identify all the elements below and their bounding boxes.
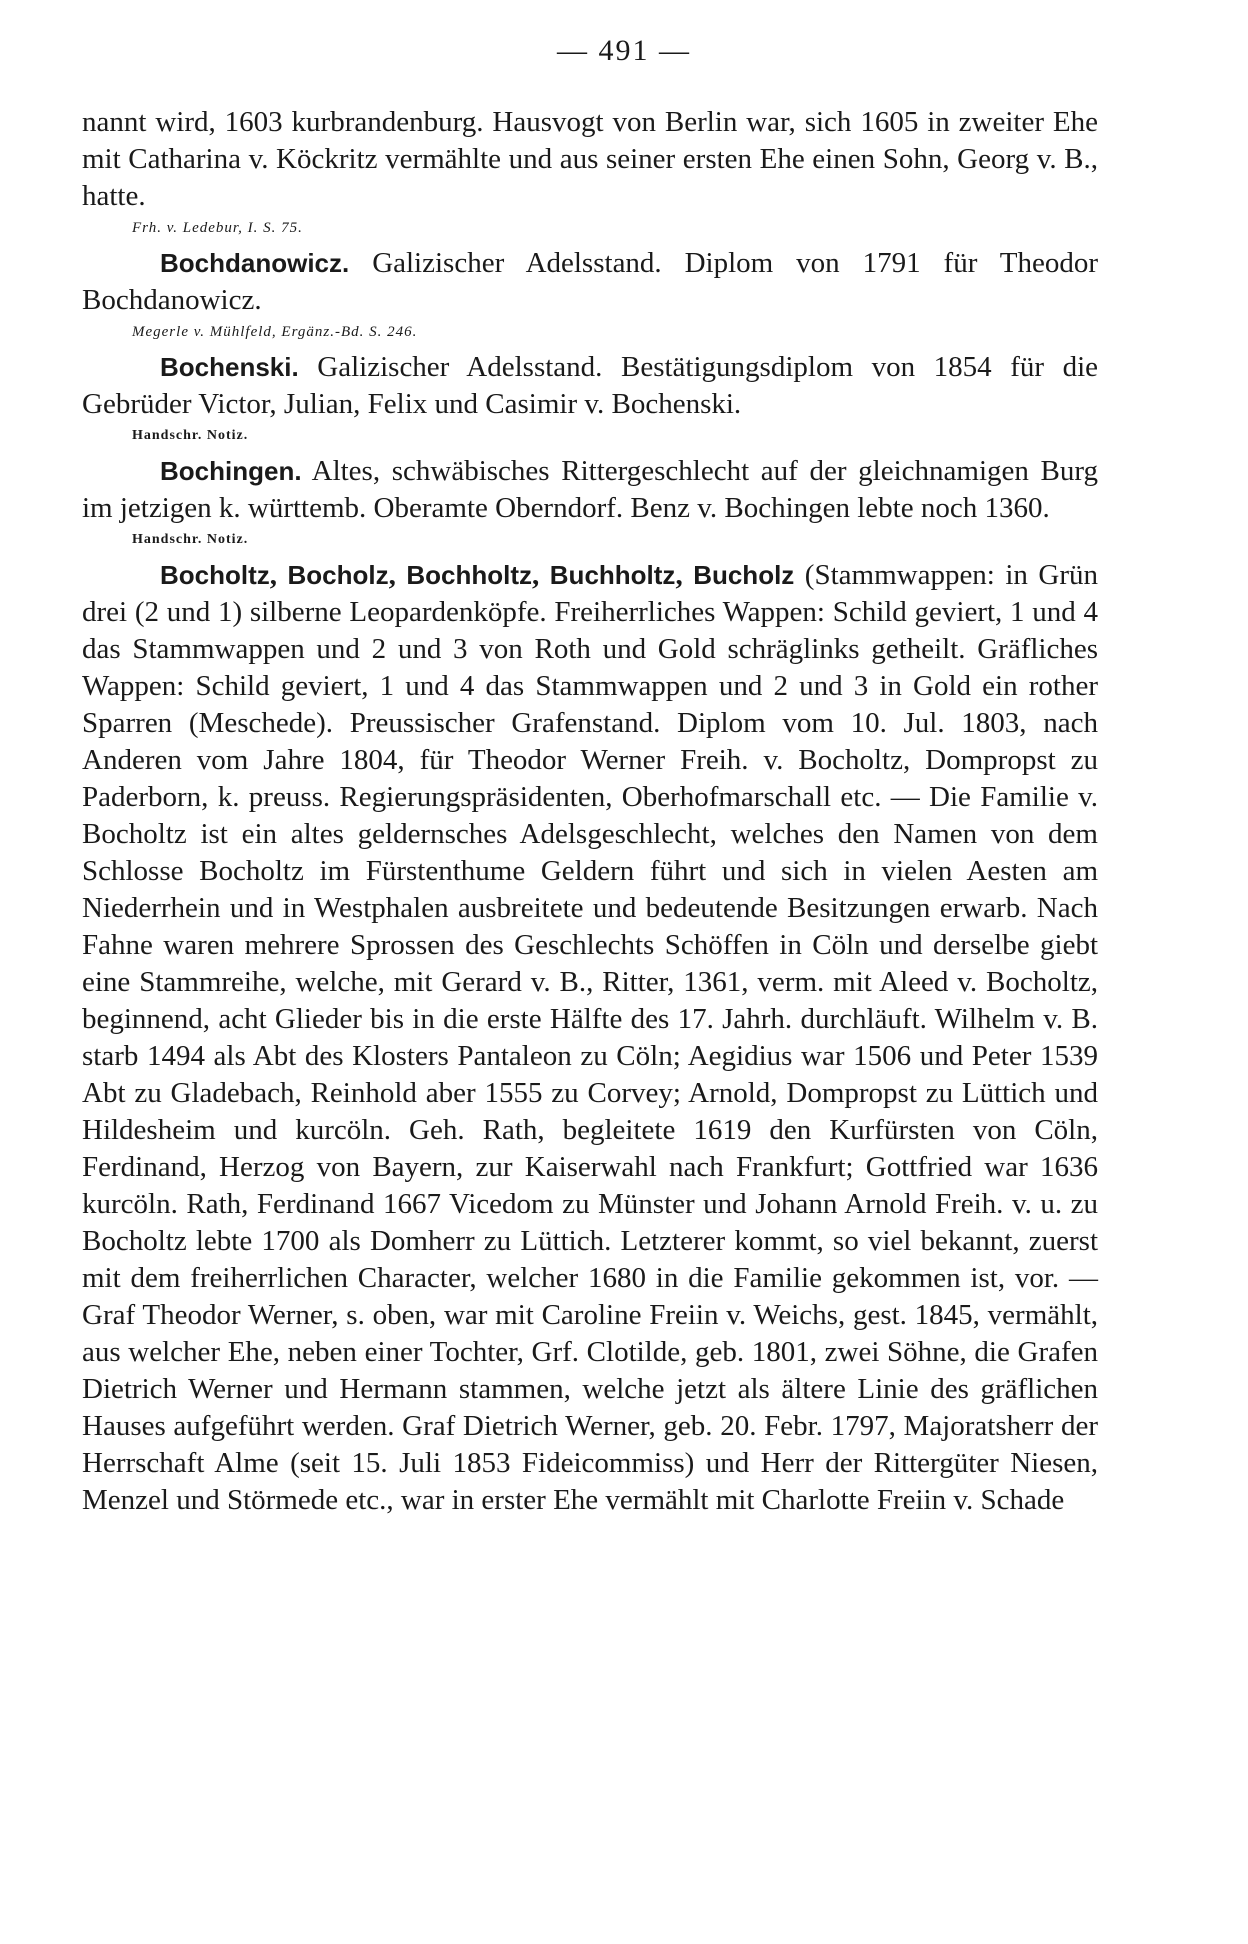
entry-source: Megerle v. Mühlfeld, Ergänz.-Bd. S. 246. (132, 324, 418, 340)
entry-bocholtz: Bocholtz, Bocholz, Bochholtz, Buchholtz, Bucholz (Stammwappen: in Grün drei (2 und 1) silberne Leopardenköpfe. Freiherrliches Wappen: Schild geviert, 1 und 4 das Stammwappen und 2 und 3 von Roth und Gold schräglinks getheilt. Gräfliches Wappen: Schild geviert, 1 und 4 das Stammwappen und 2 und 3 in Gold ein rother Sparren (Meschede). Preussischer Grafenstand. Diplom vom 10. Jul. 1803, nach Anderen vom Jahre 1804, für Theodor Werner Freih. v. Bocholtz, Dompropst zu Paderborn, k. preuss. Regierungspräsidenten, Oberhofmarschall etc. — Die Familie v. Bocholtz ist ein altes geldernsches Adelsgeschlecht, welches den Namen von dem Schlosse Bocholtz im Fürstenthume Geldern führt und sich in vielen Aesten am Niederrhein und in Westphalen ausbreitete und bedeutende Besitzungen erwarb. Nach Fahne waren mehrere Sprossen des Geschlechts Schöffen in Cöln und derselbe giebt eine Stammreihe, welche, mit Gerard v. B., Ritter, 1361, verm. mit Aleed v. Bocholtz, beginnend, acht Glieder bis in die erste Hälfte des 17. Jahrh. durchläuft. Wilhelm v. B. starb 1494 als Abt des Klosters Pantaleon zu Cöln; Aegidius war 1506 und Peter 1539 Abt zu Gladebach, Reinhold aber 1555 zu Corvey; Arnold, Dompropst zu Lüttich und Hildesheim und kurcöln. Geh. Rath, begleitete 1619 den Kurfürsten von Cöln, Ferdinand, Herzog von Bayern, zur Kaiserwahl nach Frankfurt; Gottfried war 1636 kurcöln. Rath, Ferdinand 1667 Vicedom zu Münster und Johann Arnold Freih. v. u. zu Bocholtz lebte 1700 als Domherr zu Lüttich. Letzterer kommt, so viel bekannt, zuerst mit dem freiherrlichen Character, welcher 1680 in die Familie gekommen ist, vor. — Graf Theodor Werner, s. oben, war mit Caroline Freiin v. Weichs, gest. 1845, vermählt, aus welcher Ehe, neben einer Tochter, Grf. Clotilde, geb. 1801, zwei Söhne, die Grafen Dietrich Werner und Hermann stammen, welche jetzt als ältere Linie des gräflichen Hauses aufgeführt werden. Graf Dietrich Werner, geb. 20. Febr. 1797, Majoratsherr der Herrschaft Alme (seit 15. Juli 1853 Fideicommiss) und Herr der Rittergüter Niesen, Menzel und Störmede etc., war in erster Ehe vermählt mit Charlotte Freiin v. Schade (82, 559, 1099, 1516)
entry-head: Bochdanowicz. (160, 248, 350, 278)
entry-head: Bocholz (287, 560, 389, 590)
entry-text: Galizischer Adelsstand. Bestätigungsdiplom von 1854 für die Gebrüder Victor, Julian, Felix und Casimir v. Bochenski. (82, 351, 1099, 420)
body-text (82, 104, 1098, 1519)
entry-bochenski (82, 349, 1098, 423)
entry-head: Buchholtz (549, 560, 676, 590)
entry-head: Bochingen. (160, 456, 302, 486)
entry-bochingen (82, 453, 1098, 527)
entry-head: Bocholtz (160, 560, 270, 590)
continuation-paragraph: nannt wird, 1603 kurbrandenburg. Hausvogt von Berlin war, sich 1605 in zweiter Ehe mit Catharina v. Köckritz vermählte und aus seiner ersten Ehe einen Sohn, Georg v. B., hatte. (82, 106, 1098, 212)
entry-source: Handschr. Notiz. (132, 532, 249, 547)
continuation-source: Frh. v. Ledebur, I. S. 75. (132, 220, 303, 236)
entry-head: Bochenski. (160, 352, 299, 382)
entry-text: (Stammwappen: in Grün drei (2 und 1) silberne Leopardenköpfe. Freiherrliches Wappen: Schild geviert, 1 und 4 das Stammwappen und 2 und 3 von Roth und Gold schräglinks getheilt. Gräfliches Wappen: Schild geviert, 1 und 4 das Stammwappen und 2 und 3 in Gold ein rother Sparren (Meschede). Preussischer Grafenstand. Diplom vom 10. Jul. 1803, nach Anderen vom Jahre 1804, für Theodor Werner Freih. v. Bocholtz, Dompropst zu Paderborn, k. preuss. Regierungspräsidenten, Oberhofmarschall etc. — Die Familie v. Bocholtz ist ein altes geldernsches Adelsgeschlecht, welches den Namen von dem Schlosse Bocholtz im Fürstenthume Geldern führt und sich in vielen Aesten am Niederrhein und in Westphalen ausbreitete und bedeutende Besitzungen erwarb. Nach Fahne waren mehrere Sprossen des Geschlechts Schöffen in Cöln und derselbe giebt eine Stammreihe, welche, mit Gerard v. B., Ritter, 1361, verm. mit Aleed v. Bocholtz, beginnend, acht Glieder bis in die erste Hälfte des 17. Jahrh. durchläuft. Wilhelm v. B. starb 1494 als Abt des Klosters Pantaleon zu Cöln; Aegidius war 1506 und Peter 1539 Abt zu Gladebach, Reinhold aber 1555 zu Corvey; Arnold, Dompropst zu Lüttich und Hildesheim und kurcöln. Geh. Rath, begleitete 1619 den Kurfürsten von Cöln, Ferdinand, Herzog von Bayern, zur Kaiserwahl nach Frankfurt; Gottfried war 1636 kurcöln. Rath, Ferdinand 1667 Vicedom zu Münster und Johann Arnold Freih. v. u. zu Bocholtz lebte 1700 als Domherr zu Lüttich. Letzterer kommt, so viel bekannt, zuerst mit dem freiherrlichen Character, welcher 1680 in die Familie gekommen ist, vor. — Graf Theodor Werner, s. oben, war mit Caroline Freiin v. Weichs, gest. 1845, vermählt, aus welcher Ehe, neben einer Tochter, Grf. Clotilde, geb. 1801, zwei Söhne, die Grafen Dietrich Werner und Hermann stammen, welche jetzt als ältere Linie des gräflichen Hauses aufgeführt werden. Graf Dietrich Werner, geb. 20. Febr. 1797, Majoratsherr der Herrschaft Alme (seit 15. Juli 1853 Fideicommiss) und Herr der Rittergüter Niesen, Menzel und Störmede etc., war in erster Ehe vermählt mit Charlotte Freiin v. Schade (82, 559, 1099, 1516)
entry-head: Bucholz (693, 560, 795, 590)
entry-text: Altes, schwäbisches Rittergeschlecht auf der gleichnamigen Burg im jetzigen k. württemb. Oberamte Oberndorf. Benz v. Bochingen lebte noch 1360. (82, 455, 1098, 524)
entry-bochdanowicz (82, 245, 1098, 319)
page-number: — 491 — (557, 34, 691, 67)
entry-source: Handschr. Notiz. (132, 428, 249, 443)
entry-text: Galizischer Adelsstand. Diplom von 1791 für Theodor Bochdanowicz. (82, 247, 1098, 316)
entry-head: Bochholtz (406, 560, 533, 590)
